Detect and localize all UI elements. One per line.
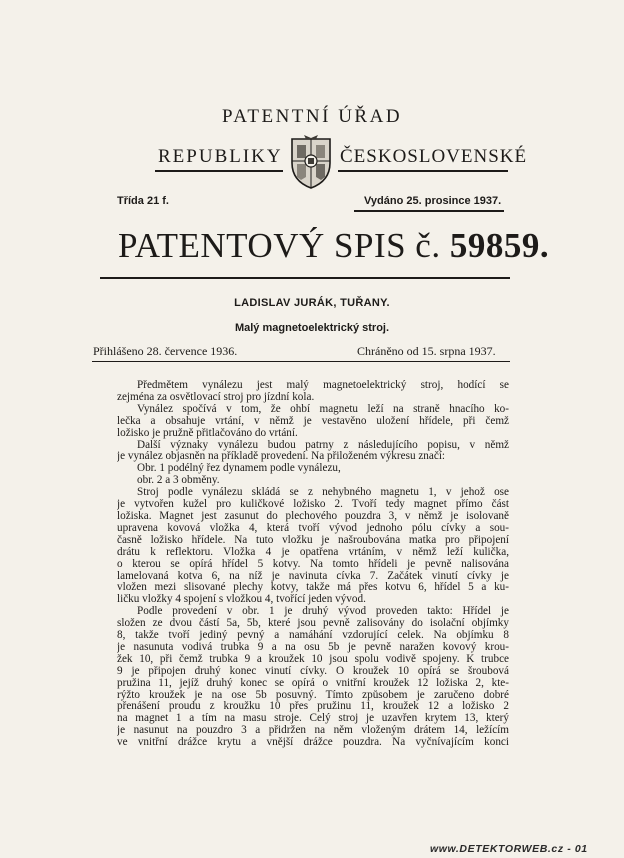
- body-line: na magnet 1 a tím na masu stroje. Celý stroj je uzavřen krytem 13, který: [117, 713, 509, 725]
- body-line: lečka a obsahuje vrtání, v němž je vestavěno uložení hřídele, při čemž: [117, 415, 509, 427]
- invention-title: Malý magnetoelektrický stroj.: [234, 322, 390, 334]
- filed-date: Přihlášeno 28. července 1936.: [93, 344, 238, 358]
- patent-class: Třída 21 f.: [117, 195, 169, 207]
- patent-number: 59859.: [449, 226, 550, 265]
- body-line: rýžto kroužek je na ose 5b posuvný. Tímto způsobem je zaručeno dobré: [117, 689, 509, 701]
- body-line: je vynález objasněn na příkladě provedení. Na přiloženém výkresu značí:: [117, 451, 446, 463]
- body-line: lamelovaná kotva 6, na níž je navinuta cívka 7. Začátek vinutí cívky je: [117, 570, 509, 582]
- office-rule-right: [338, 170, 508, 172]
- body-line: obr. 2 a 3 obměny.: [137, 475, 220, 487]
- office-rule-left: [155, 170, 283, 172]
- body-line: Podle provedení v obr. 1 je druhý vývod proveden takto: Hřídel je: [137, 606, 509, 618]
- body-line: Předmětem vynálezu jest malý magnetoelektrický stroj, hodící se: [137, 380, 509, 391]
- protected-date: Chráněno od 15. srpna 1937.: [357, 344, 496, 358]
- title-rule: [100, 277, 510, 279]
- body-line: ličku vložky 4 spojení s vložkou 4, tvořící jeden vývod.: [117, 594, 366, 606]
- body-line: Obr. 1 podélný řez dynamem podle vynálezu,: [137, 463, 341, 475]
- patent-author: LADISLAV JURÁK, TUŘANY.: [234, 297, 390, 309]
- body-line: Vynález spočívá v tom, že ohbí magnetu leží na straně hnacího ko-: [137, 403, 509, 415]
- body-line: je vytvořen kužel pro kuličkové ložisko 2. Tvoří tedy magnet přímo část: [117, 499, 509, 511]
- body-line: Další význaky vynálezu budou patrny z následujícího popisu, v němž: [137, 439, 509, 451]
- body-line: přenášení proudu z kroužku 10 přes pružinu 11, kroužek 12 a ložisko 2: [117, 701, 509, 713]
- body-line: žek 10, při čemž trubka 9 a kroužek 10 jsou spolu vodivě spojeny. K trubce: [117, 653, 509, 665]
- office-title-left: REPUBLIKY: [158, 146, 283, 167]
- body-line: 9 je připojen druhý konec vinutí cívky. O kroužek 10 opírá se šroubová: [117, 665, 509, 677]
- body-line: ložiska. Magnet jest zasunut do plechového pouzdra 3, v němž je isolovaně: [117, 510, 509, 522]
- body-line: 8, takže tvoří jediný pevný a namáhání vzdorující celek. Na objímku 8: [117, 630, 509, 642]
- body-line: vložen mezi slisované plechy kotvy, takže má přes kotvu 6, hřídel 5 a ku-: [117, 582, 509, 594]
- body-line: drátu k reflektoru. Vložka 4 je opatřena vrtáním, v němž leží kulička,: [117, 546, 509, 558]
- body-line: je nasunut na pouzdro 3 a přidržen na něm vloženým drátem 14, ležícím: [117, 725, 509, 737]
- dates-rule: [92, 361, 510, 362]
- body-line: je nasunuta vodivá trubka 9 a na osu 5b je pevně naražen kovový krou-: [117, 641, 509, 653]
- body-line: upravena kovová vložka 4, která tvoří vývod jednoho pólu cívky a sou-: [117, 522, 509, 534]
- office-title-line1: PATENTNÍ ÚŘAD: [221, 106, 403, 127]
- body-line: ve vnitřní drážce krytu a vnější drážce pouzdra. Na vyčnívajícím konci: [117, 737, 509, 749]
- body-line: o kterou se opírá hřídel 5 kotvy. Na tomto hřídeli je pevně nalisována: [117, 558, 509, 570]
- body-line: ložisko je pružně přitlačováno do vrtání.: [117, 427, 298, 439]
- office-title-right: ČESKOSLOVENSKÉ: [340, 146, 528, 167]
- issue-date-rule: [354, 210, 504, 212]
- coat-of-arms-emblem: [286, 133, 336, 191]
- patent-title-prefix: PATENTOVÝ SPIS č.: [118, 226, 441, 265]
- body-line: pružina 11, jejíž druhý konec se opírá o vnitřní kroužek 12 ložiska 2, kte-: [117, 677, 509, 689]
- issue-date: Vydáno 25. prosince 1937.: [364, 195, 502, 207]
- patent-title: [118, 226, 549, 266]
- watermark-footer: www.DETEKTORWEB.cz - 01: [430, 843, 588, 855]
- patent-body-text: [117, 380, 509, 749]
- body-line: zejména za osvětlovací stroj pro jízdní kola.: [117, 391, 315, 403]
- body-line: složen ze dvou částí 5a, 5b, které jsou pevně zalisovány do isolační objímky: [117, 618, 509, 630]
- body-line: časně ložisko hřídele. Na tuto vložku je našroubována matka pro připojení: [117, 534, 509, 546]
- body-line: Stroj podle vynálezu skládá se z nehybného magnetu 1, v jehož ose: [137, 487, 509, 499]
